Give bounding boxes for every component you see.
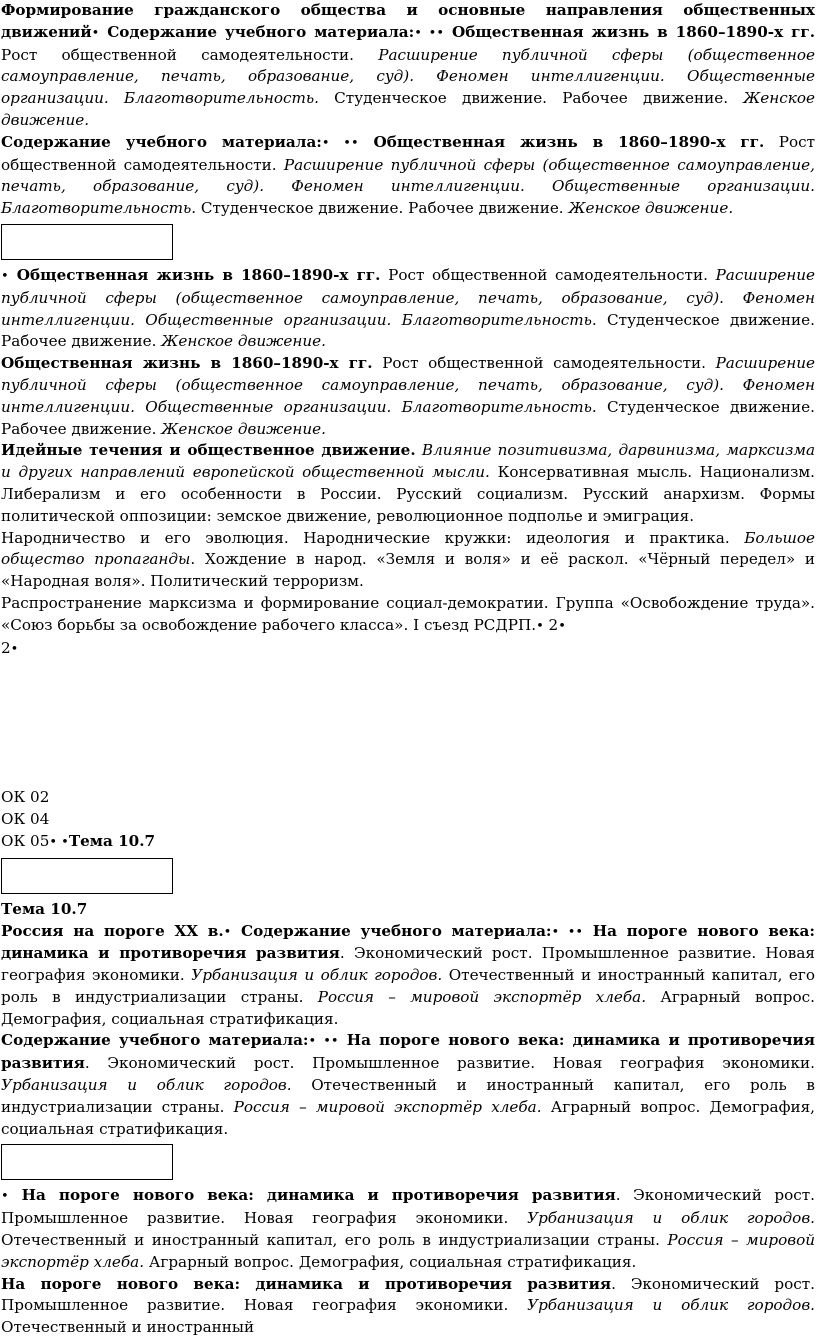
italic-text: Женское движение. <box>161 419 326 438</box>
italic-text: Расширение публичной сферы (общественное самоуправление, печать, образование, суд). Феномен интеллигенции. Общественные организации. Благотворительность. <box>1 155 815 218</box>
body-text: Распространение марксизма и формирование социал-демократии. Группа «Освобождение труда». «Союз борьбы за освобождение рабочего класса». I съезд РСДРП. <box>1 593 815 634</box>
paragraph-block11 <box>1 1185 815 1273</box>
bullet-icon: • •• <box>414 25 445 41</box>
topic-title: Идейные течения и общественное движение. <box>1 441 416 460</box>
topic-heading: Тема 10.7 <box>1 899 88 918</box>
blank-space <box>1 660 815 787</box>
topic-title: Общественная жизнь в 1860–1890-х гг. <box>358 132 765 151</box>
bullet-icon: • • <box>49 834 69 850</box>
bullet-icon: • •• <box>321 135 359 151</box>
empty-frame-box <box>1 224 173 260</box>
body-text: Аграрный вопрос. Демография, социальная стратификация. <box>1 987 815 1028</box>
paragraph-block2 <box>1 132 815 220</box>
hours-value: 2 <box>1 638 11 657</box>
bullet-icon: • <box>10 641 19 657</box>
italic-text: Россия – мировой экспортёр хлеба. <box>1 1231 816 1271</box>
body-text: Народничество и его эволюция. Народнические кружки: идеология и практика. <box>1 528 745 547</box>
topic-title: На пороге нового века: динамика и противоречия развития <box>8 1186 616 1205</box>
paragraph-block7 <box>1 593 815 638</box>
content-label: Содержание учебного материала: <box>1 132 322 151</box>
topic-title: Общественная жизнь в 1860–1890-х гг. <box>1 354 373 373</box>
body-text: Студенческое движение. Рабочее движение. <box>318 89 744 108</box>
topic-title: Общественная жизнь в 1860–1890-х гг. <box>444 22 815 41</box>
italic-text: Женское движение. <box>1 89 815 129</box>
italic-text: Урбанизация и облик городов. <box>1 1076 292 1095</box>
body-text: Консервативная мысль. Национализм. Либерализм и его особенности в России. Русский социализм. Русский анархизм. Формы политической оппозиции: земское движение, революционное подполье и эмиграция. <box>1 463 816 525</box>
paragraph-block9 <box>1 921 815 1031</box>
empty-frame-box <box>1 858 173 894</box>
italic-text: Россия – мировой экспортёр хлеба. <box>317 987 647 1006</box>
bullet-icon: • <box>536 618 544 634</box>
heading-text: Формирование гражданского общества и основные направления общественных движений <box>1 1 815 41</box>
body-text: . Хождение в народ. «Земля и воля» и её раскол. «Чёрный передел» и «Народная воля». Политический терроризм. <box>1 550 815 591</box>
italic-text: Большое общество пропаганды <box>1 528 815 569</box>
body-text: Студенческое движение. Рабочее движение. <box>1 310 815 351</box>
italic-text: Урбанизация и облик городов. <box>527 1296 815 1315</box>
bullet-icon: • <box>91 25 100 41</box>
body-text: Отечественный и иностранный капитал, его роль в индустриализации страны. <box>1 966 816 1006</box>
body-text: . Экономический рост. Промышленное развитие. Новая география экономики. <box>1 1186 815 1228</box>
bullet-icon: • <box>558 618 566 634</box>
italic-text: Расширение публичной сферы (общественное самоуправление, печать, образование, суд). Феномен интеллигенции. Общественные организации. Благотворительность. <box>1 45 815 108</box>
bullet-icon: • <box>223 924 232 940</box>
topic-title: На пороге нового века: динамика и противоречия развития <box>1 1031 815 1073</box>
topic-title: Общественная жизнь в 1860–1890-х гг. <box>8 265 381 284</box>
paragraph-block3 <box>1 265 815 353</box>
bullet-icon: • •• <box>308 1034 339 1050</box>
paragraph-block8 <box>1 638 815 661</box>
italic-text: Расширение публичной сферы (общественное самоуправление, печать, образование, суд). Феномен интеллигенции. Общественные организации. Благотворительность. <box>1 265 815 329</box>
body-text: Студенческое движение. Рабочее движение. <box>196 199 569 218</box>
paragraph-block5 <box>1 440 815 527</box>
italic-text: Россия – мировой экспортёр хлеба. <box>233 1097 542 1116</box>
body-text: Отечественный и иностранный капитал, его роль в индустриализации страны. <box>1 1076 815 1116</box>
empty-frame-box <box>1 1144 173 1180</box>
competency-code: ОК 02 <box>1 788 50 807</box>
paragraph-block1 <box>1 0 815 132</box>
body-text: Аграрный вопрос. Демография, социальная стратификация. <box>1 1097 816 1138</box>
topic-title: На пороге нового века: динамика и противоречия развития <box>1 921 815 963</box>
body-text: . Экономический рост. Промышленное развитие. Новая география экономики. <box>84 1054 815 1073</box>
body-text: Рост общественной самодеятельности. <box>372 354 716 373</box>
content-label: Содержание учебного материала: <box>1 1031 309 1050</box>
bullet-icon: • •• <box>551 924 584 940</box>
competency-code-line <box>1 831 815 854</box>
body-text: Рост общественной самодеятельности. <box>1 45 379 64</box>
topic-title: На пороге нового века: динамика и противоречия развития <box>1 1274 612 1293</box>
body-text: Отечественный и иностранный капитал, его роль в индустриализации страны. <box>1 1231 668 1250</box>
italic-text: Женское движение. <box>568 199 734 218</box>
bullet-icon: • <box>1 1189 9 1205</box>
italic-text: Расширение публичной сферы (общественное самоуправление, печать, образование, суд). Феномен интеллигенции. Общественные организации. Благотворительность. <box>1 354 815 416</box>
content-label: Содержание учебного материала: <box>99 22 415 41</box>
competency-code: ОК 04 <box>1 810 50 829</box>
body-text: . Экономический рост. Промышленное развитие. Новая география экономики. <box>1 944 815 985</box>
italic-text: Женское движение. <box>161 332 326 351</box>
paragraph-block12 <box>1 1274 815 1339</box>
italic-text: Урбанизация и облик городов. <box>527 1209 815 1228</box>
italic-text: Влияние позитивизма, дарвинизма, марксизма и других направлений европейской общественной мысли. <box>1 441 816 482</box>
paragraph-block4 <box>1 353 815 440</box>
body-text: Отечественный и иностранный <box>1 1318 255 1337</box>
competency-code: ОК 05 <box>1 831 50 850</box>
paragraph-block6 <box>1 528 815 593</box>
bullet-icon: • <box>1 268 9 284</box>
body-text: Студенческое движение. Рабочее движение. <box>1 397 815 438</box>
paragraph-block10 <box>1 1030 815 1140</box>
hours-value: 2 <box>543 615 559 634</box>
italic-text: Урбанизация и облик городов. <box>191 966 443 985</box>
topic-title: Россия на пороге XX в. <box>1 921 224 940</box>
topic-number: Тема 10.7 <box>68 831 156 850</box>
content-label: Содержание учебного материала: <box>231 921 552 940</box>
body-text: . Экономический рост. Промышленное развитие. Новая география экономики. <box>1 1274 815 1315</box>
body-text: Рост общественной самодеятельности. <box>1 132 815 174</box>
body-text: Рост общественной самодеятельности. <box>380 265 716 284</box>
body-text: Аграрный вопрос. Демография, социальная стратификация. <box>144 1252 637 1271</box>
